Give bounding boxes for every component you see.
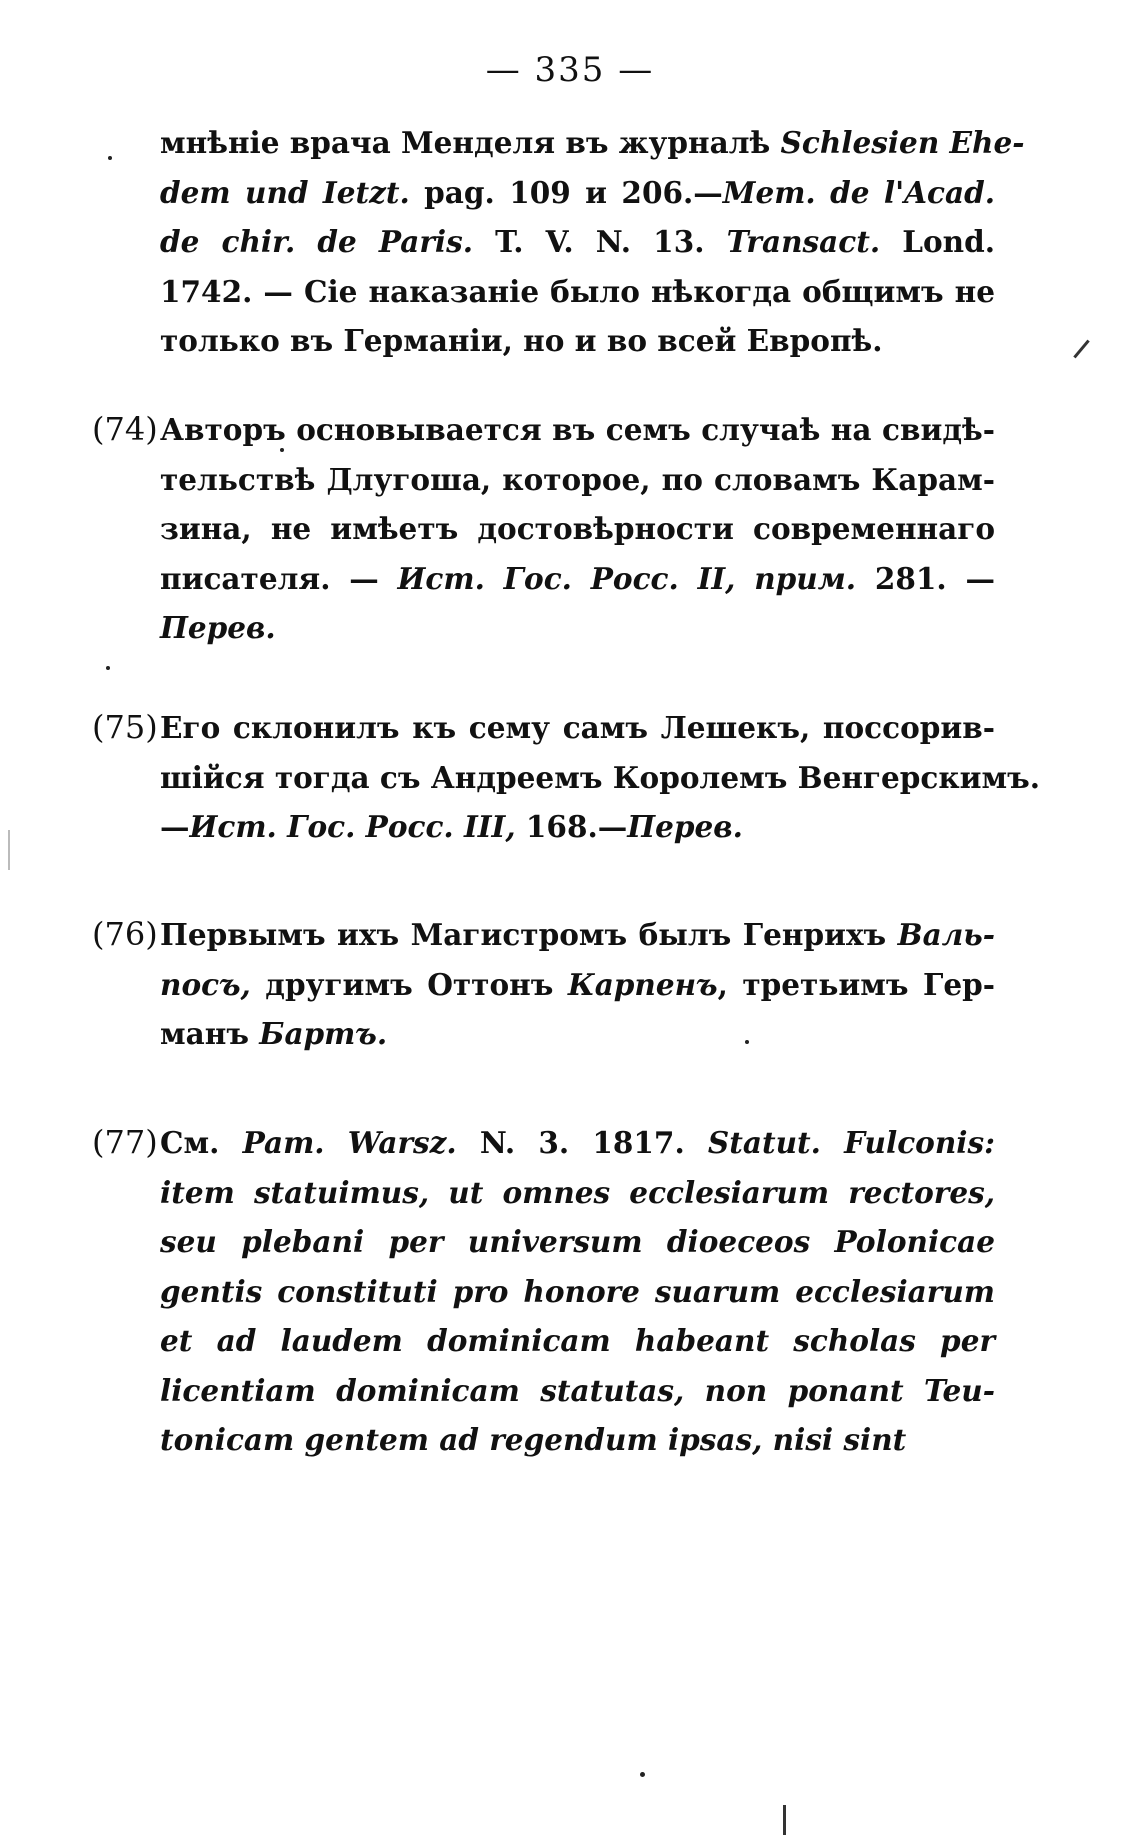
text-line: шійся тогда съ Андреемъ Королемъ Венгерскимъ. (160, 759, 1041, 795)
scan-mark (783, 1805, 786, 1835)
page-number: — 335 — (485, 50, 655, 90)
italic-text: Перев. (627, 809, 743, 844)
text-line (160, 1316, 995, 1366)
footnote-text (160, 703, 1041, 852)
footnote-74 (92, 405, 995, 653)
footnote-77 (92, 1118, 995, 1465)
italic-text: seu plebani per universum dioeceos Polonicae (160, 1224, 995, 1259)
text-line (160, 603, 995, 653)
footnote-text (160, 1118, 995, 1465)
italic-text: tonicam gentem ad regendum ipsas, nisi sint (160, 1422, 907, 1457)
text-line (160, 1366, 995, 1416)
italic-text: dem und Ietzt. (160, 174, 410, 210)
text-line (160, 1267, 995, 1317)
text-line: посъ, другимъ Оттонъ Карпенъ, третьимъ Гер- (160, 966, 995, 1002)
footnote-number: (77) (92, 1123, 158, 1161)
scan-mark (1073, 340, 1089, 359)
text-line: См. Pam. Warsz. N. 3. 1817. Statut. Fulconis: (160, 1125, 995, 1160)
footnote-number: (74) (92, 410, 158, 448)
text-line: 1742. — Сіе наказаніе было нѣкогда общимъ не (160, 273, 995, 309)
italic-text: посъ, (160, 966, 251, 1002)
text-line: зина, не имѣетъ достовѣрности современнаго (160, 511, 995, 546)
italic-text: Карпенъ (567, 966, 718, 1002)
italic-text: Ист. Гос. Росс. III, (189, 809, 516, 844)
scan-speck (640, 1772, 645, 1777)
scan-speck (108, 156, 112, 160)
footnote-number: (75) (92, 708, 158, 746)
continuation-note (160, 118, 1025, 366)
text-line (160, 1415, 995, 1465)
continuation-text (160, 118, 1025, 366)
text-line: Авторъ основывается въ семъ случаѣ на свидѣ- (160, 412, 995, 447)
text-line (160, 1217, 995, 1267)
text-line: dem und Ietzt. pag. 109 и 206.—Mem. de l'Acad. (160, 174, 995, 210)
scan-speck (745, 1040, 749, 1044)
footnote-text (160, 405, 995, 653)
footnote-number: (76) (92, 915, 158, 953)
italic-text: Бартъ. (259, 1016, 388, 1051)
text-line: Его склонилъ къ сему самъ Лешекъ, поссорив- (160, 710, 995, 745)
text-line: только въ Германіи, но и во всей Европѣ. (160, 323, 883, 358)
italic-text: Schlesien Ehe- (780, 125, 1025, 160)
text-line: Первымъ ихъ Магистромъ былъ Генрихъ Валь- (160, 917, 995, 952)
italic-text: Ист. Гос. Росс. II, прим. (397, 560, 857, 596)
text-line (160, 1168, 995, 1218)
italic-text: et ad laudem dominicam habeant scholas per (160, 1323, 995, 1358)
text-line: писателя. — Ист. Гос. Росс. II, прим. 281. — (160, 560, 995, 596)
text-line: тельствѣ Длугоша, которое, по словамъ Карам- (160, 461, 995, 497)
italic-text: Pam. Warsz. (242, 1125, 457, 1160)
italic-text: Transact. (726, 224, 881, 259)
italic-text: Statut. Fulconis: (707, 1125, 995, 1160)
text-line: —Ист. Гос. Росс. III, 168.—Перев. (160, 809, 743, 844)
italic-text: Валь- (897, 917, 995, 952)
footnote-75 (92, 703, 1041, 852)
italic-text: gentis constituti pro honore suarum ecclesiarum (160, 1273, 995, 1309)
footnote-76 (92, 910, 995, 1059)
italic-text: Перев. (160, 610, 276, 645)
scan-speck (106, 666, 110, 670)
footnote-text (160, 910, 995, 1059)
italic-text: licentiam dominicam statutas, non ponant Teu- (160, 1372, 995, 1408)
text-line: мнѣніе врача Менделя въ журналѣ Schlesien Ehe- (160, 125, 1025, 160)
text-line: манъ Бартъ. (160, 1016, 388, 1051)
italic-text: item statuimus, ut omnes ecclesiarum rectores, (160, 1174, 995, 1210)
text-line: de chir. de Paris. T. V. N. 13. Transact. Lond. (160, 224, 995, 259)
italic-text: Mem. de l'Acad. (722, 174, 995, 210)
italic-text: de chir. de Paris. (160, 224, 473, 259)
scan-speck (280, 448, 284, 452)
scan-edge (8, 830, 10, 870)
